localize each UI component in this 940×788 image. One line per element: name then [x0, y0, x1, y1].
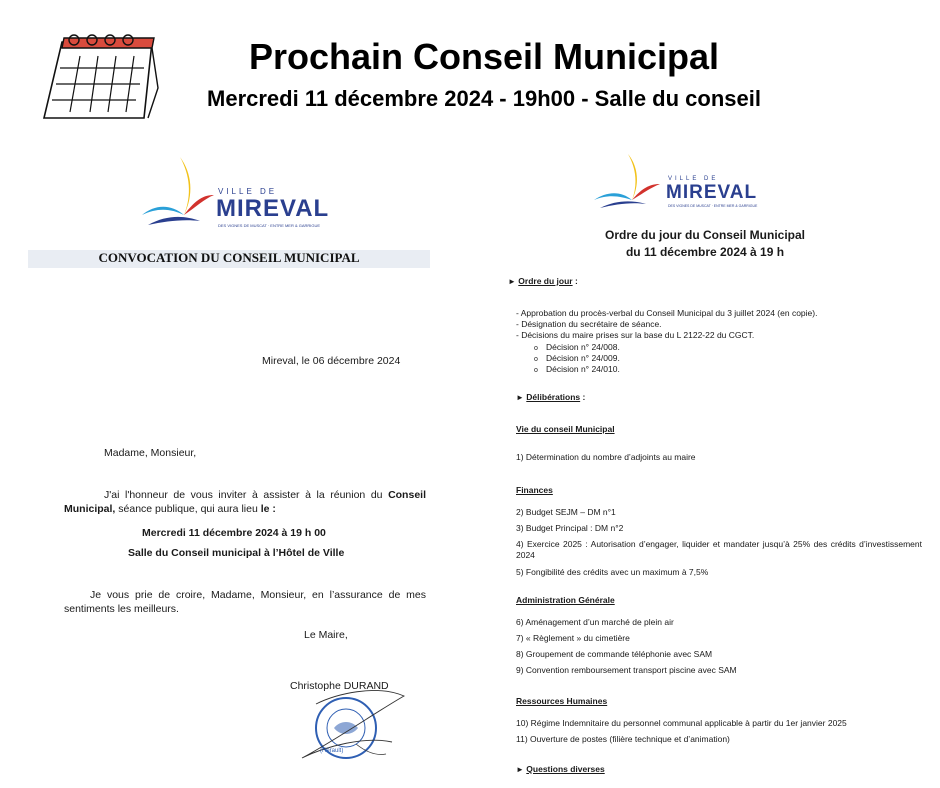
agenda-heading-2: du 11 décembre 2024 à 19 h: [625, 245, 785, 259]
meeting-place-line: Salle du Conseil municipal à l’Hôtel de Ville: [128, 547, 345, 559]
agenda-item: 11) Ouverture de postes (filière technique et d’animation): [516, 734, 730, 744]
questions-diverses-label: ► Questions diverses: [516, 764, 605, 774]
meeting-date-line: Mercredi 11 décembre 2024 à 19 h 00: [142, 527, 326, 539]
deliberations-label: ► Délibérations :: [516, 392, 586, 402]
agenda-item: 8) Groupement de commande téléphonie avec SAM: [516, 649, 713, 659]
agenda-item: 4) Exercice 2025 : Autorisation d’engager, liquider et mandater jusqu’à 25% des crédits d’investissement 2024: [516, 539, 922, 560]
section-title: Finances: [516, 485, 553, 495]
para1-text-a: J'ai l'honneur de vous inviter à assister à la réunion du: [104, 489, 383, 501]
agenda-item: 7) « Règlement » du cimetière: [516, 633, 630, 643]
invitation-paragraph: [64, 488, 426, 516]
mireval-logo-left: [140, 155, 330, 245]
section-title: Administration Générale: [516, 595, 615, 605]
agenda-item: 2) Budget SEJM – DM n°1: [516, 507, 616, 517]
meeting-subtitle: Mercredi 11 décembre 2024 - 19h00 - Salle du conseil: [207, 86, 761, 111]
mairie-stamp: [296, 684, 406, 770]
arrow-icon: ►: [516, 393, 524, 402]
agenda-heading-1: Ordre du jour du Conseil Municipal: [604, 228, 805, 242]
ordre-item: - Approbation du procès-verbal du Conseil Municipal du 3 juillet 2024 (en copie).: [516, 308, 818, 318]
arrow-icon: ►: [508, 277, 516, 286]
agenda-item: 10) Régime Indemnitaire du personnel communal applicable à partir du 1er janvier 2025: [516, 718, 847, 728]
ordre-item: - Décisions du maire prises sur la base du L 2122-22 du CGCT.: [516, 330, 755, 340]
para1-bold-2: Municipal,: [64, 503, 116, 515]
stamp-subtext: (Hérault): [320, 748, 344, 754]
ordre-du-jour-label: ► Ordre du jour :: [508, 276, 578, 286]
page-title: Prochain Conseil Municipal: [248, 36, 720, 77]
section-title: Vie du conseil Municipal: [516, 424, 615, 434]
agenda-item: 6) Aménagement d’un marché de plein air: [516, 617, 674, 627]
agenda-item: 3) Budget Principal : DM n°2: [516, 523, 624, 533]
convocation-title: CONVOCATION DU CONSEIL MUNICIPAL: [98, 250, 360, 265]
para1-text-b: séance publique, qui aura lieu: [118, 503, 258, 515]
greeting: Madame, Monsieur,: [104, 447, 197, 459]
mayor-role: Le Maire,: [304, 629, 348, 641]
agenda-item: 5) Fongibilité des crédits avec un maximum à 7,5%: [516, 567, 709, 577]
arrow-icon: ►: [516, 765, 524, 774]
mireval-logo-right: [590, 152, 780, 222]
logo-ville-de: VILLE DE: [218, 187, 278, 196]
ordre-item: - Désignation du secrétaire de séance.: [516, 319, 662, 329]
decision-item: o Décision n° 24/008.: [534, 342, 620, 352]
logo-ville-de: VILLE DE: [668, 176, 719, 182]
decision-item: o Décision n° 24/009.: [534, 353, 620, 363]
agenda-item: 9) Convention remboursement transport piscine avec SAM: [516, 665, 737, 675]
place-date: Mireval, le 06 décembre 2024: [262, 355, 401, 367]
agenda-item: 1) Détermination du nombre d’adjoints au maire: [516, 452, 696, 462]
para1-le: le :: [260, 503, 276, 515]
section-title: Ressources Humaines: [516, 696, 608, 706]
logo-name: MIREVAL: [216, 195, 330, 222]
decision-item: o Décision n° 24/010.: [534, 364, 620, 374]
logo-name: MIREVAL: [666, 182, 758, 203]
logo-tagline: DES VIGNES DE MUSCAT · ENTRE MER & GARRIGUE: [218, 223, 321, 228]
closing-paragraph: Je vous prie de croire, Madame, Monsieur, en l’assurance de mes sentiments les meilleurs.: [64, 589, 426, 615]
mayor-name: Christophe DURAND: [290, 680, 389, 692]
logo-tagline: DES VIGNES DE MUSCAT · ENTRE MER & GARRIGUE: [668, 204, 758, 208]
para1-bold-1: Conseil: [388, 489, 426, 501]
